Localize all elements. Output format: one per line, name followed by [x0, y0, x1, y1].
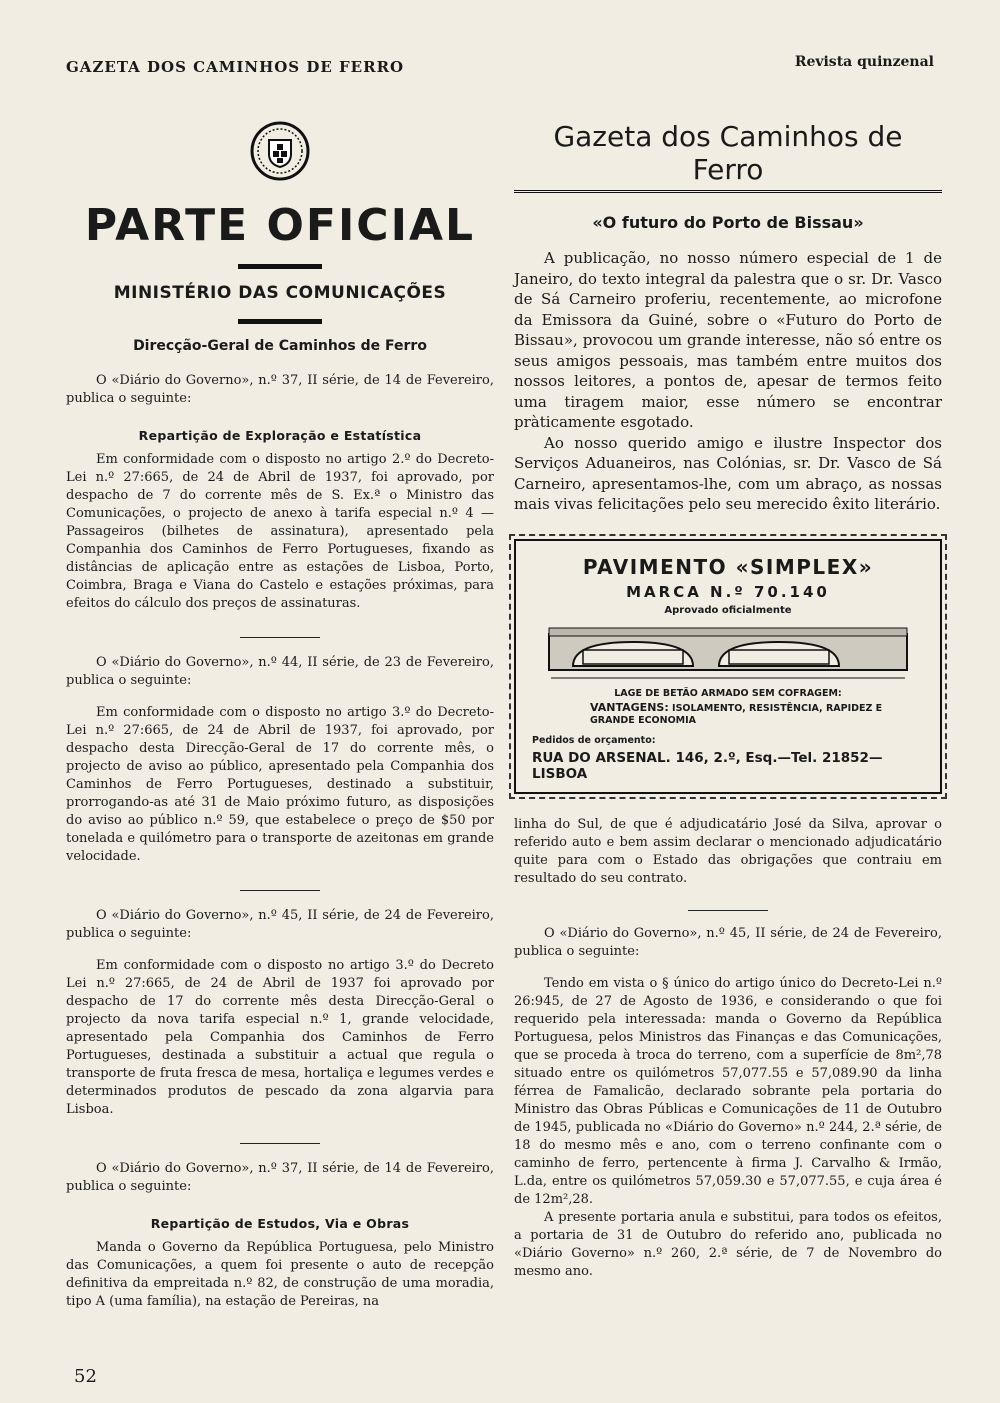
coat-of-arms-icon	[249, 120, 311, 182]
ad-advantages	[590, 702, 924, 727]
paragraph: Em conformidade com o disposto no artigo 2.º do Decreto-Lei n.º 27:665, de 24 de Abril de 1937, foi aprovado, por despacho de 7 do corrente mês de S. Ex.ª o Ministro das Comunicações, o projecto de anexo à tarifa especial n.º 4 — Passageiros (bilhetes de assinatura), apresentado pela Companhia dos Caminhos de Ferro Portugueses, fixando as distâncias de aplicação entre as estações de Lisboa, Porto, Coimbra, Braga e Viana do Castelo e estações próximas, para efeitos do cálculo dos preços de assinaturas.	[66, 452, 494, 611]
section-title: PARTE OFICIAL	[84, 200, 476, 251]
advertisement	[514, 539, 942, 794]
ad-trademark: MARCA N.º 70.140	[626, 582, 830, 601]
running-head-title: GAZETA DOS CAMINHOS DE FERRO	[66, 58, 405, 76]
slab-diagram-icon	[543, 620, 913, 684]
paragraph: A publicação, no nosso número especial de 1 de Janeiro, do texto integral da palestra que o sr. Dr. Vasco de Sá Carneiro proferiu, recentemente, ao microfone da Emissora da Guiné, sobre o «Futuro do Porto de Bissau», provocou um grande interesse, não só entre os seus amigos pessoais, mas também entre muitos dos nossos leitores, a pontos de, apesar de termos feito uma tiragem maior, esse número se encontrar pràticamente esgotado.	[514, 249, 942, 431]
paragraph: linha do Sul, de que é adjudicatário José da Silva, aprovar o referido auto e bem assim declarar o mencionado adjudicatário quite para com o Estado das obrigações que contraiu em resultado do seu contrato.	[514, 816, 942, 886]
ad-advantages-label: VANTAGENS:	[590, 700, 669, 714]
ad-address: RUA DO ARSENAL. 146, 2.º, Esq.—Tel. 21852—LISBOA	[532, 749, 883, 782]
paragraph: Ao nosso querido amigo e ilustre Inspector dos Serviços Aduaneiros, nas Colónias, sr. Dr. Vasco de Sá Carneiro, apresentamos-lhe, com um abraço, as nossas mais vivas felicitações pelo seu merecido êxito literário.	[514, 433, 942, 513]
page-number: 52	[74, 1366, 97, 1387]
separator	[240, 890, 320, 891]
subsection-heading: Repartição de Estudos, Via e Obras	[150, 1216, 410, 1231]
article-headline: «O futuro do Porto de Bissau»	[592, 213, 864, 232]
left-column	[66, 120, 494, 1311]
ad-quote-label: Pedidos de orçamento:	[532, 734, 656, 746]
right-column	[514, 120, 942, 1281]
ad-approved: Aprovado oficialmente	[664, 604, 792, 616]
ad-advantages-text: ISOLAMENTO, RESISTÊNCIA, RAPIDEZ E GRANDE ECONOMIA	[590, 702, 883, 726]
paragraph: O «Diário do Governo», n.º 44, II série, de 23 de Fevereiro, publica o seguinte:	[66, 655, 494, 688]
paragraph: O «Diário do Governo», n.º 37, II série, de 14 de Fevereiro, publica o seguinte:	[66, 1161, 494, 1194]
paragraph: Em conformidade com o disposto no artigo 3.º do Decreto-Lei n.º 27:665, de 24 de Abril de 1937, foi aprovado, por despacho desta Direcção-Geral de 17 do corrente mês, o projecto de aviso ao público, apresentado pela Companhia dos Caminhos de Ferro Portugueses, destinado a substituir, prorrogando-as até 31 de Maio próximo futuro, as disposições do aviso ao público n.º 59, que estabelece o preço de $50 por tonelada e quilómetro para o transporte de azeitonas em grande velocidade.	[66, 705, 494, 864]
paragraph: Tendo em vista o § único do artigo único do Decreto-Lei n.º 26:945, de 27 de Agosto de 1936, e considerando o que foi requerido pela interessada: manda o Governo da República Portuguesa, pelos Ministros das Finanças e das Comunicações, que se proceda à troca do terreno, com a superfície de 8m²,78 situado entre os quilómetros 57,077.55 e 57,089.90 da linha férrea de Famalicão, declarado sobrante pela portaria do Ministro das Obras Públicas e Comunicações de 11 de Outubro de 1945, publicada no «Diário do Governo» n.º 244, 2.ª série, de 18 do mesmo mês e ano, com o terreno confinante com o caminho de ferro, pertencente à firma J. Carvalho & Irmão, L.da, entre os quilómetros 57,059.30 e 57,077.55, e cuja área é de 12m²,28.	[514, 975, 942, 1207]
subsection-heading: Repartição de Exploração e Estatística	[138, 428, 422, 443]
paragraph: Em conformidade com o disposto no artigo 3.º do Decreto Lei n.º 27:665, de 24 de Abril de 1937 foi aprovado por despacho de 17 do corrente mês desta Direcção-Geral o projecto da nova tarifa especial n.º 1, grande velocidade, apresentado pela Companhia dos Caminhos de Ferro Portugueses, destinada a substituir a actual que regula o transporte de fruta fresca de mesa, hortaliça e legumes verdes e determinados produtos de pescado da zona algarvia para Lisboa.	[66, 958, 494, 1117]
masthead: Gazeta dos Caminhos de Ferro	[514, 120, 942, 193]
separator	[240, 1143, 320, 1144]
separator	[688, 910, 768, 911]
paragraph: O «Diário do Governo», n.º 45, II série, de 24 de Fevereiro, publica o seguinte:	[66, 908, 494, 941]
paragraph: O «Diário do Governo», n.º 37, II série, de 14 de Fevereiro, publica o seguinte:	[66, 373, 494, 406]
paragraph: Manda o Governo da República Portuguesa, pelo Ministro das Comunicações, a quem foi presente o auto de recepção definitiva da empreitada n.º 82, de construção de uma moradia, tipo A (uma família), na estação de Pereiras, na	[66, 1240, 494, 1309]
paragraph: A presente portaria anula e substitui, para todos os efeitos, a portaria de 31 de Outubro do referido ano, publicada no «Diário Governo» n.º 260, 2.ª série, de 7 de Novembro do mesmo ano.	[514, 1209, 942, 1279]
title-rule	[238, 264, 322, 269]
ad-title: PAVIMENTO «SIMPLEX»	[582, 554, 874, 579]
ministry-rule	[238, 319, 322, 324]
separator	[240, 637, 320, 638]
paragraph: O «Diário do Governo», n.º 45, II série, de 24 de Fevereiro, publica o seguinte:	[514, 925, 942, 959]
ministry-heading: MINISTÉRIO DAS COMUNICAÇÕES	[113, 283, 447, 303]
ad-description: LAGE DE BETÃO ARMADO SEM COFRAGEM:	[614, 687, 842, 699]
direction-heading: Direcção-Geral de Caminhos de Ferro	[133, 338, 427, 354]
running-head-subtitle: Revista quinzenal	[794, 54, 934, 70]
